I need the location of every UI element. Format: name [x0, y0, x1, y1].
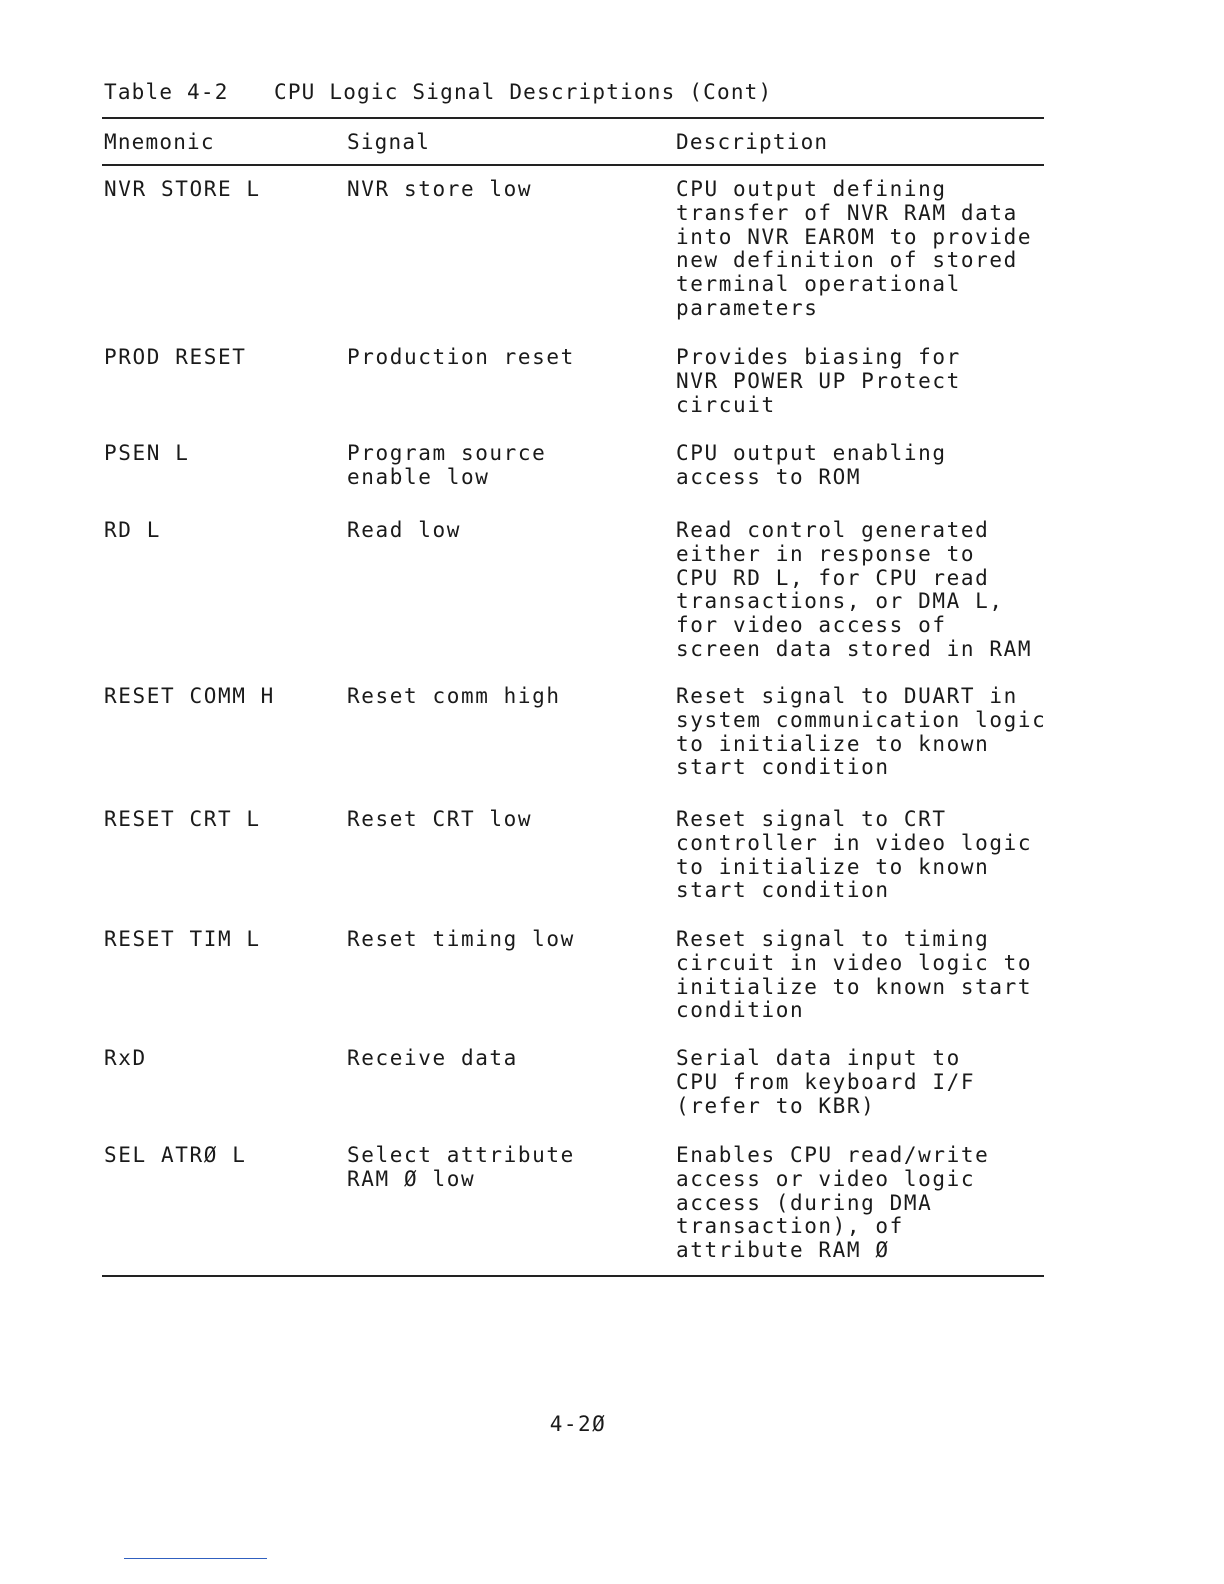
row-description: Enables CPU read/write access or video logic access (during DMA transaction), of attribute RAM Ø [676, 1143, 990, 1263]
row-signal: Production reset [347, 345, 575, 369]
row-mnemonic: SEL ATRØ L [104, 1143, 247, 1167]
row-signal: Reset CRT low [347, 807, 533, 831]
row-mnemonic: PROD RESET [104, 345, 247, 369]
row-description: Read control generated either in response to CPU RD L, for CPU read transactions, or DMA L, for video access of screen data stored in RAM [676, 518, 1033, 661]
row-mnemonic: NVR STORE L [104, 177, 261, 201]
row-signal: Select attribute RAM Ø low [347, 1143, 575, 1191]
row-description: Reset signal to timing circuit in video logic to initialize to known start condition [676, 927, 1033, 1023]
row-mnemonic: PSEN L [104, 441, 190, 465]
row-description: Reset signal to DUART in system communication logic to initialize to known start condition [676, 684, 1047, 780]
header-description: Description [676, 130, 829, 154]
row-signal: Program source enable low [347, 441, 547, 489]
row-signal: Reset comm high [347, 684, 561, 708]
row-description: CPU output enabling access to ROM [676, 441, 947, 489]
header-mnemonic: Mnemonic [104, 130, 215, 154]
header-signal: Signal [347, 130, 431, 154]
row-mnemonic: RxD [104, 1046, 147, 1070]
row-mnemonic: RESET CRT L [104, 807, 261, 831]
row-signal: Receive data [347, 1046, 518, 1070]
header-bottom-rule [102, 164, 1044, 166]
row-description: Provides biasing for NVR POWER UP Protect circuit [676, 345, 961, 417]
row-description: Serial data input to CPU from keyboard I/F (refer to KBR) [676, 1046, 976, 1118]
row-signal: NVR store low [347, 177, 533, 201]
page-number: 4-2Ø [549, 1412, 607, 1436]
table-bottom-rule [102, 1275, 1044, 1277]
table-caption [104, 80, 772, 104]
row-mnemonic: RD L [104, 518, 161, 542]
table-number: Table 4-2 [104, 80, 229, 104]
table-top-rule [102, 117, 1044, 119]
row-mnemonic: RESET TIM L [104, 927, 261, 951]
row-signal: Read low [347, 518, 461, 542]
footer-rule [124, 1558, 267, 1559]
row-description: Reset signal to CRT controller in video logic to initialize to known start condition [676, 807, 1033, 903]
row-mnemonic: RESET COMM H [104, 684, 275, 708]
table-title: CPU Logic Signal Descriptions (Cont) [274, 80, 773, 104]
row-description: CPU output defining transfer of NVR RAM data into NVR EAROM to provide new definition of stored terminal operational parameters [676, 177, 1033, 320]
row-signal: Reset timing low [347, 927, 575, 951]
